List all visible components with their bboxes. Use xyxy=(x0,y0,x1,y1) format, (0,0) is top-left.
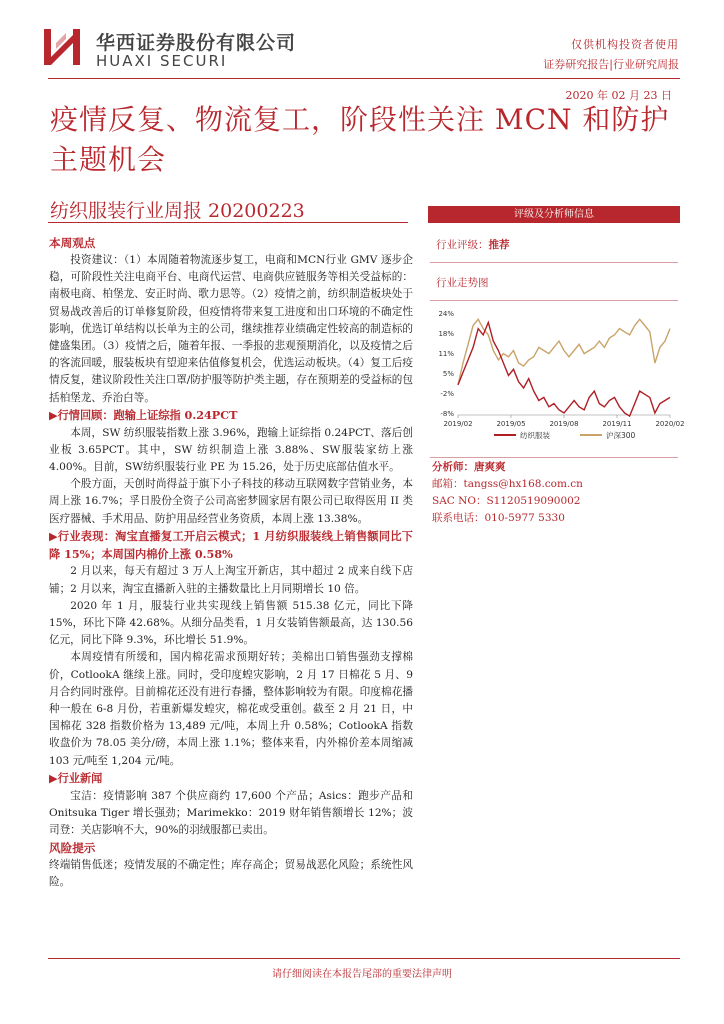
legend-label: 纺织服装 xyxy=(520,431,550,440)
subtitle-divider xyxy=(48,222,408,223)
report-date: 2020 年 02 月 23 日 xyxy=(565,89,672,102)
legend-label: 沪深300 xyxy=(606,431,636,440)
sidebar-header: 评级及分析师信息 xyxy=(428,206,680,223)
audience-tag: 仅供机构投资者使用 xyxy=(571,38,679,51)
section-title-risk: 风险提示 xyxy=(49,841,96,856)
main-column xyxy=(49,234,413,892)
x-tick-label: 2020/02 xyxy=(655,420,685,428)
y-tick-label: 11% xyxy=(438,350,454,358)
y-tick-label: -8% xyxy=(440,410,454,418)
rating-value: 推荐 xyxy=(488,239,510,251)
x-tick-label: 2019/05 xyxy=(496,420,526,428)
analyst-sac-label: SAC NO： xyxy=(432,495,487,507)
rating-label: 行业评级： xyxy=(436,239,489,251)
sidebar-divider xyxy=(430,262,678,263)
huaxi-logo-icon xyxy=(44,27,84,67)
legal-notice: 请仔细阅读在本报告尾部的重要法律声明 xyxy=(272,969,452,980)
series-line-textile xyxy=(458,322,670,416)
industry-rating xyxy=(436,237,680,252)
trend-chart-label: 行业走势图 xyxy=(436,277,489,289)
sidebar xyxy=(428,206,685,458)
x-tick-label: 2019/08 xyxy=(549,420,579,428)
y-tick-label: 5% xyxy=(442,370,454,378)
views-body: 投资建议：（1）本周随着物流逐步复工，电商和MCN行业 GMV 逐步企稳，可阶段性关注电商平台、电商代运营、电商供应链服务等相关受益标的：南极电商、柏堡龙、安正时尚、歌力思等。（2）疫情之前，纺织制造板块处于贸易战改善后的订单修复阶段，但疫情将带来复工进度和出口环境的不确定性影响，优选订单结构以长单为主的公司，继续推荐业绩确定性较高的制造标的健盛集团。（3）疫情之后，随着年报、一季报的悲观预期消化，以及疫情之后的客流回暖，服装板块有望迎来估值修复机会，优选运动板块。（4）复工后疫情反复，建议阶段性关注口罩/防护服等防护类主题，存在预期差的受益标的包括柏堡龙、乔治白等。 xyxy=(49,254,413,404)
risk-body: 终端销售低迷；疫情发展的不确定性；库存高企；贸易战恶化风险；系统性风险。 xyxy=(49,859,413,889)
sidebar-divider xyxy=(430,300,678,301)
section-title-market: ▶行情回顾：跑输上证综指 0.24PCT xyxy=(49,407,238,422)
analyst-phone: 010-5977 5330 xyxy=(484,512,565,524)
y-tick-label: -2% xyxy=(440,390,454,398)
header-divider xyxy=(48,78,680,79)
analyst-sac: S1120519090002 xyxy=(486,495,581,507)
x-tick-label: 2019/02 xyxy=(443,420,473,428)
report-title: 疫情反复、物流复工，阶段性关注 MCN 和防护主题机会 xyxy=(50,103,670,176)
market-paragraph-1: 本周，SW 纺织服装指数上涨 3.96%，跑输上证综指 0.24PCT、落后创业板 3.65PCT。其中，SW 纺织制造上涨 3.88%、SW服装家纺上涨 4.00%。目前，SW纺织服装行业 PE 为 15.26，处于历史底部估值水平。 xyxy=(49,426,413,474)
brand-name-en: HUAXI SECURI xyxy=(96,52,228,70)
news-body: 宝洁：疫情影响 387 个供应商约 17,600 个产品；Asics：跑步产品和 Onitsuka Tiger 增长强劲；Marimekko：2019 财年销售额增长 12%；波司登：关店影响不大，90%的羽绒服都已卖出。 xyxy=(49,789,413,837)
analyst-email-label: 邮箱： xyxy=(432,478,464,490)
footer-divider xyxy=(48,958,680,959)
x-tick-label: 2019/11 xyxy=(602,420,632,428)
analyst-name: 唐爽爽 xyxy=(474,461,506,473)
brand-name-cn: 华西证券股份有限公司 xyxy=(96,32,297,54)
report-type-tag: 证券研究报告|行业研究周报 xyxy=(543,58,679,71)
performance-paragraph-1: 2 月以来，每天有超过 3 万人上淘宝开新店，其中超过 2 成来自线下店铺；2 月以来，淘宝直播新入驻的主播数量比上月同期增长 10 倍。 xyxy=(49,565,413,595)
section-title-views: 本周观点 xyxy=(49,236,96,250)
analyst-info xyxy=(432,459,583,527)
trend-chart xyxy=(428,305,685,455)
section-title-news: ▶行业新闻 xyxy=(49,770,103,785)
report-subtitle: 纺织服装行业周报 20200223 xyxy=(50,200,305,222)
analyst-phone-label: 联系电话： xyxy=(432,512,485,524)
analyst-email[interactable]: tangss@hx168.com.cn xyxy=(463,478,583,490)
analyst-name-label: 分析师： xyxy=(432,461,474,473)
performance-paragraph-2: 2020 年 1 月，服装行业共实现线上销售额 515.38 亿元，同比下降 15%，环比下降 42.68%。从细分品类看，1 月女装销售额最高，达 130.56 亿元，同比下降 9.3%，环比增长 51.9%。 xyxy=(49,599,413,647)
y-tick-label: 18% xyxy=(438,330,454,338)
y-tick-label: 24% xyxy=(438,310,454,318)
market-paragraph-2: 个股方面，天创时尚得益于旗下小子科技的移动互联网数字营销业务，本周上涨 16.7%；孚日股份全资子公司高密梦圆家居有限公司已取得医用 II 类医疗器械、手术用品、防护用品经营业务资质，本周上涨 13.38%。 xyxy=(49,478,413,525)
section-title-performance: ▶行业表现：淘宝直播复工开启云模式；1 月纺织服装线上销售额同比下降 15%；本周国内棉价上涨 0.58% xyxy=(49,528,413,561)
performance-paragraph-3: 本周疫情有所缓和，国内棉花需求预期好转；美棉出口销售强劲支撑棉价，CotlookA 继续上涨。同时，受印度蝗灾影响，2 月 17 日棉花 5 月、9 月合约同时涨停。目前棉花还没有进行春播，整体影响较为有限。印度棉花播种一般在 6-8 月份，若重新爆发蝗灾，棉花或受重创。截至 2 月 21 日，中国棉花 328 指数价格为 13,489 元/吨，本周上升 0.58%；CotlookA 指数收盘价为 78.05 美分/磅，本周上涨 1.1%；整体来看，内外棉价差本周缩减 103 元/吨至 1,204 元/吨。 xyxy=(49,651,413,767)
sidebar-divider xyxy=(430,457,678,458)
